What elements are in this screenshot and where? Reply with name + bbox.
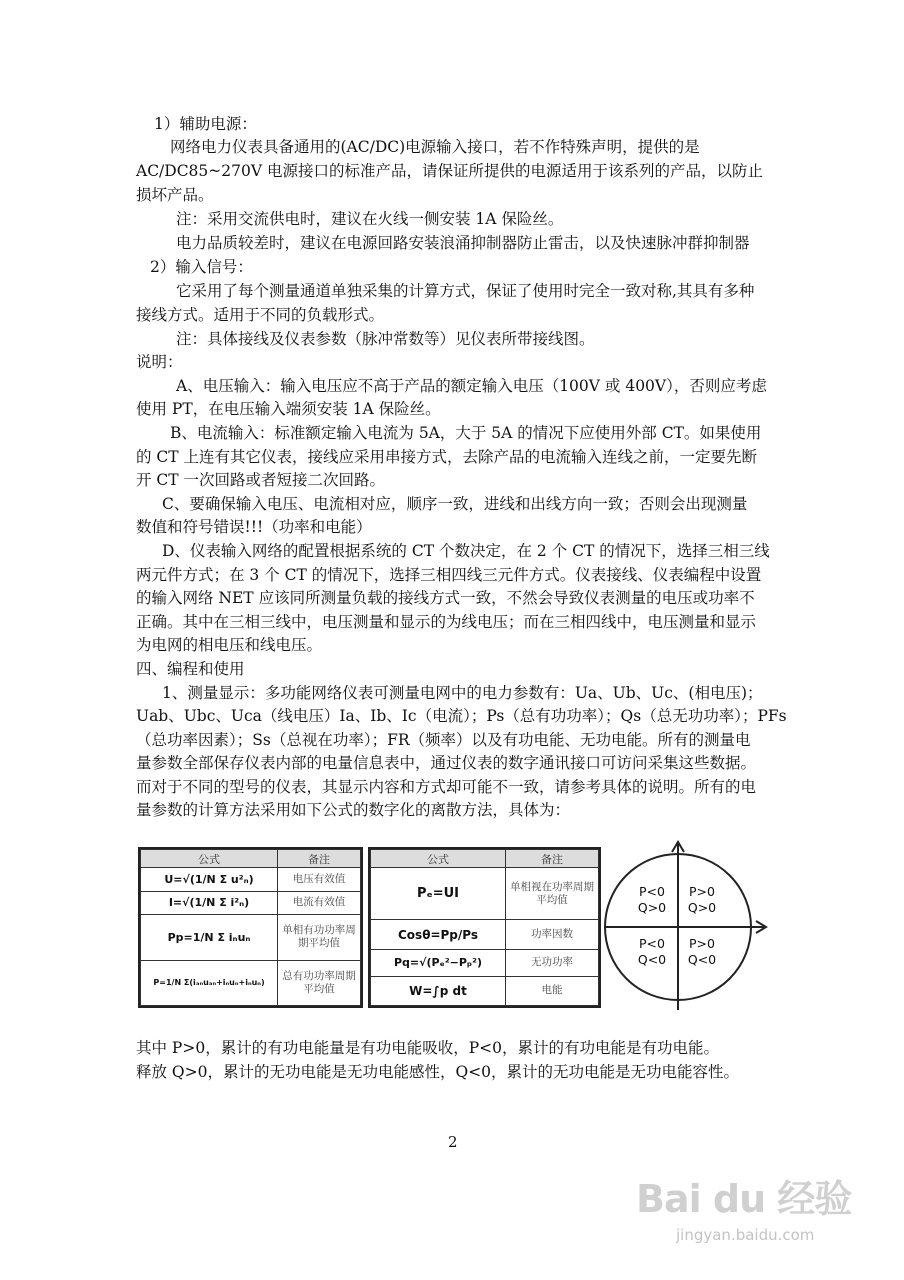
paragraph-line: 开 CT 一次回路或者短接二次回路。 xyxy=(136,471,386,489)
quadrant-label: Q>0 xyxy=(637,900,667,915)
paragraph-line: 注：具体接线及仪表参数（脉冲常数等）见仪表所带接线图。 xyxy=(176,330,595,348)
formula-cell: Pq=√(Pₑ²−Pₚ²) xyxy=(371,949,506,976)
page-number: 2 xyxy=(448,1133,458,1151)
paragraph-line: 注：采用交流供电时，建议在火线一侧安装 1A 保险丝。 xyxy=(176,210,564,228)
formula-cell: U=√(1/N Σ u²ₙ) xyxy=(141,868,278,892)
paragraph-line: 释放 Q>0，累计的无功电能是无功电能感性，Q<0，累计的无功电能是无功电能容性。 xyxy=(136,1063,740,1081)
paragraph-line: 的输入网络 NET 应该同所测量负载的接线方式一致，不然会导致仪表测量的电压或功率不 xyxy=(136,589,755,607)
formula-cell: W=∫p dt xyxy=(371,976,506,1005)
power-quadrant-diagram xyxy=(600,836,770,1014)
paragraph-line: 为电网的相电压和线电压。 xyxy=(136,636,323,654)
note-cell: 电压有效值 xyxy=(278,868,361,892)
section-heading: 四、编程和使用 xyxy=(136,660,245,678)
watermark-url: jingyan.baidu.com xyxy=(676,1226,815,1244)
paragraph-line: A、电压输入：输入电压应不高于产品的额定输入电压（100V 或 400V），否则应考虑 xyxy=(176,377,767,395)
paragraph-line: 正确。其中在三相三线中，电压测量和显示的为线电压；而在三相四线中，电压测量和显示 xyxy=(136,613,757,631)
paragraph-line: AC/DC85~270V 电源接口的标准产品，请保证所提供的电源适用于该系列的产品，以防止 xyxy=(136,162,763,180)
formula-cell: I=√(1/N Σ i²ₙ) xyxy=(141,891,278,915)
paragraph-line: D、仪表输入网络的配置根据系统的 CT 个数决定，在 2 个 CT 的情况下，选择三相三线 xyxy=(162,542,770,560)
paragraph-line: Uab、Ubc、Uca（线电压）Ia、Ib、Ic（电流）；Ps（总有功功率）；Qs（总无功功率）；PFs xyxy=(136,707,787,725)
table-header: 备注 xyxy=(278,850,361,868)
quadrant-top-left xyxy=(632,884,672,916)
paragraph-line: 说明： xyxy=(136,353,183,371)
table-header: 公式 xyxy=(371,850,506,868)
paragraph-line: 接线方式。适用于不同的负载形式。 xyxy=(136,306,385,324)
quadrant-label: P<0 xyxy=(639,884,665,899)
note-cell: 单相视在功率周期平均值 xyxy=(506,868,599,920)
paragraph-line: 量参数的计算方法采用如下公式的数字化的离散方法，具体为： xyxy=(136,801,571,819)
note-cell: 功率因数 xyxy=(506,920,599,949)
paragraph-line: （总功率因素）；Ss（总视在功率）；FR（频率）以及有功电能、无功电能。所有的测量电 xyxy=(136,731,751,749)
paragraph-line: 的 CT 上连有其它仪表，接线应采用串接方式，去除产品的电流输入连线之前，一定要先断 xyxy=(136,448,758,466)
paragraph-line: 两元件方式；在 3 个 CT 的情况下，选择三相四线三元件方式。仪表接线、仪表编程中设置 xyxy=(136,566,762,584)
note-cell: 总有功功率周期平均值 xyxy=(278,960,361,1005)
quadrant-bottom-left xyxy=(632,936,672,968)
quadrant-label: Q<0 xyxy=(637,952,667,967)
note-cell: 电流有效值 xyxy=(278,891,361,915)
paragraph-line: 而对于不同的型号的仪表，其显示内容和方式却可能不一致，请参考具体的说明。所有的电 xyxy=(136,778,757,796)
baidu-jingyan-watermark-logo: Bai du 经验 xyxy=(636,1177,852,1221)
paragraph-line: 它采用了每个测量通道单独采集的计算方式，保证了使用时完全一致对称,其具有多种 xyxy=(176,282,755,300)
table-header: 备注 xyxy=(506,850,599,868)
quadrant-label: Q<0 xyxy=(687,952,717,967)
quadrant-label: P>0 xyxy=(689,936,715,951)
formula-cell: Cosθ=Pp/Ps xyxy=(371,920,506,949)
formula-cell: P=1/N Σ(iₐₙuₐₙ+iₙuₙ+iₙuₙ) xyxy=(141,960,278,1005)
paragraph-line: 量参数全部保存仪表内部的电量信息表中，通过仪表的数字通讯接口可访问采集这些数据。 xyxy=(136,754,757,772)
quadrant-bottom-right xyxy=(682,936,722,968)
note-cell: 单相有功功率周期平均值 xyxy=(278,915,361,960)
quadrant-label: P<0 xyxy=(639,936,665,951)
paragraph-line: 2）输入信号： xyxy=(150,258,253,276)
paragraph-line: 数值和符号错误!!!（功率和电能） xyxy=(136,518,372,536)
paragraph-line: C、要确保输入电压、电流相对应，顺序一致，进线和出线方向一致；否则会出现测量 xyxy=(162,495,748,513)
paragraph-line: 1）辅助电源： xyxy=(154,115,257,133)
paragraph-line: B、电流输入：标准额定输入电流为 5A，大于 5A 的情况下应使用外部 CT。如果使用 xyxy=(170,424,762,442)
note-cell: 电能 xyxy=(506,976,599,1005)
paragraph-line: 电力品质较差时，建议在电源回路安装浪涌抑制器防止雷击，以及快速脉冲群抑制器 xyxy=(176,234,750,252)
quadrant-label: Q>0 xyxy=(687,900,717,915)
paragraph-line: 其中 P>0，累计的有功电能量是有功电能吸收，P<0，累计的有功电能是有功电能。 xyxy=(136,1039,719,1057)
quadrant-label: P>0 xyxy=(689,884,715,899)
formula-table-left xyxy=(138,847,363,1008)
note-cell: 无功功率 xyxy=(506,949,599,976)
paragraph-line: 网络电力仪表具备通用的(AC/DC)电源输入接口，若不作特殊声明，提供的是 xyxy=(170,138,700,156)
paragraph-line: 损坏产品。 xyxy=(136,186,214,204)
paragraph-line: 使用 PT，在电压输入端须安装 1A 保险丝。 xyxy=(136,400,441,418)
quadrant-top-right xyxy=(682,884,722,916)
table-header: 公式 xyxy=(141,850,278,868)
paragraph-line: 1、测量显示：多功能网络仪表可测量电网中的电力参数有：Ua、Ub、Uc、(相电压)； xyxy=(162,684,763,702)
formula-table-right xyxy=(368,847,601,1008)
formula-cell: Pp=1/N Σ iₙuₙ xyxy=(141,915,278,960)
formula-cell: Pₑ=UI xyxy=(371,868,506,920)
